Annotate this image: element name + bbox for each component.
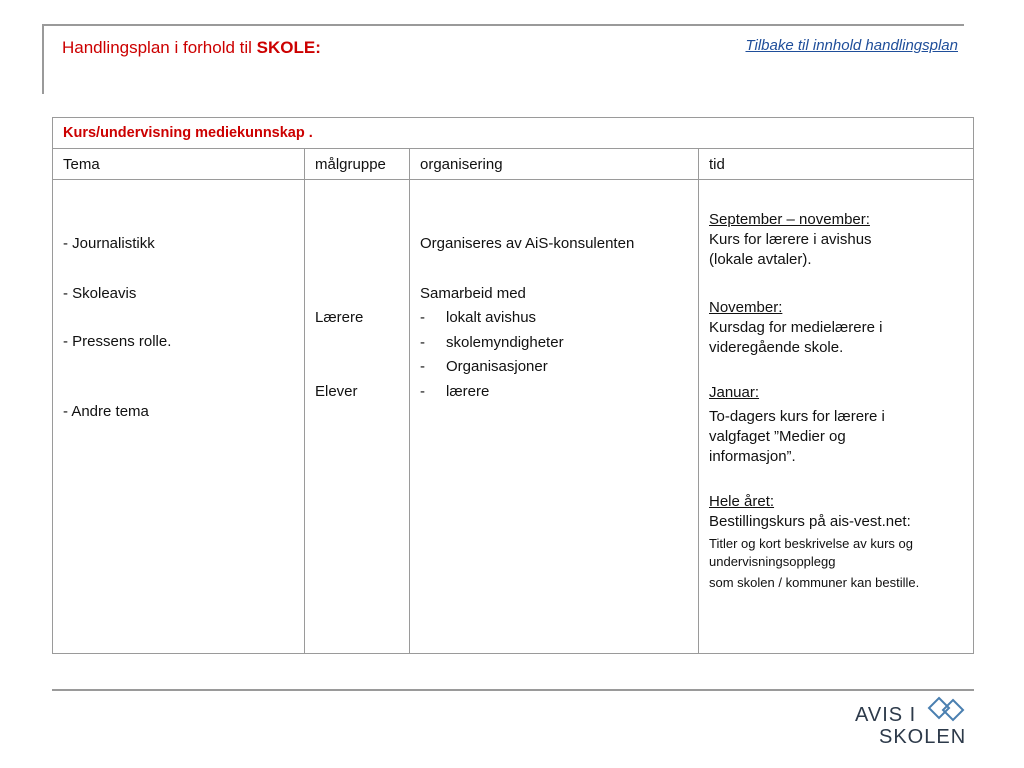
column-header-organisering: organisering xyxy=(410,149,699,180)
left-rule xyxy=(42,24,44,94)
malgruppe-item: Elever xyxy=(315,383,358,400)
organisering-samarbeid: Samarbeid med xyxy=(420,285,526,302)
malgruppe-cell xyxy=(305,180,410,654)
tid-small-line: undervisningsopplegg xyxy=(709,554,836,569)
list-item: - skolemyndigheter xyxy=(420,334,564,351)
bottom-rule xyxy=(52,689,974,691)
plan-table xyxy=(52,117,974,654)
table-row xyxy=(53,180,974,654)
tid-heading: Januar: xyxy=(709,384,760,401)
tema-cell xyxy=(53,180,305,654)
tema-item: - Andre tema xyxy=(63,403,149,420)
list-item: - lærere xyxy=(420,383,490,400)
tid-line: Kurs for lærere i avishus xyxy=(709,231,872,248)
malgruppe-item: Lærere xyxy=(315,309,364,326)
tid-line: Bestillingskurs på ais-vest.net: xyxy=(709,513,911,530)
tid-small-line: Titler og kort beskrivelse av kurs og xyxy=(709,536,913,551)
list-item: - Organisasjoner xyxy=(420,358,548,375)
column-header-malgruppe: målgruppe xyxy=(305,149,410,180)
list-item: - lokalt avishus xyxy=(420,309,537,326)
tid-line: informasjon”. xyxy=(709,448,796,465)
tid-heading: Hele året: xyxy=(709,493,775,510)
column-header-tema: Tema xyxy=(53,149,305,180)
column-header-row xyxy=(53,149,974,180)
avis-i-skolen-logo xyxy=(855,696,970,752)
back-link[interactable]: Tilbake til innhold handlingsplan xyxy=(745,37,958,54)
diamond-logo-icon xyxy=(927,696,967,726)
logo-text-line1: AVIS I xyxy=(855,704,917,726)
tid-heading: September – november: xyxy=(709,211,870,228)
tid-line: To-dagers kurs for lærere i xyxy=(709,408,885,425)
table-heading: Kurs/undervisning mediekunnskap . xyxy=(53,118,974,149)
tid-line: valgfaget ”Medier og xyxy=(709,428,846,445)
tema-item: - Skoleavis xyxy=(63,285,137,302)
organisering-cell xyxy=(410,180,699,654)
tid-line: videregående skole. xyxy=(709,339,844,356)
logo-text-line2: SKOLEN xyxy=(879,726,967,748)
top-rule xyxy=(42,24,964,26)
organisering-intro: Organiseres av AiS-konsulenten xyxy=(420,235,635,252)
page-title: Handlingsplan i forhold til SKOLE: xyxy=(62,38,321,57)
tid-cell xyxy=(699,180,974,654)
tid-line: (lokale avtaler). xyxy=(709,251,812,268)
tema-item: - Pressens rolle. xyxy=(63,333,172,350)
tema-item: - Journalistikk xyxy=(63,235,155,252)
column-header-tid: tid xyxy=(699,149,974,180)
tid-line: Kursdag for medielærere i xyxy=(709,319,883,336)
tid-heading: November: xyxy=(709,299,783,316)
tid-small-line: som skolen / kommuner kan bestille. xyxy=(709,575,920,590)
